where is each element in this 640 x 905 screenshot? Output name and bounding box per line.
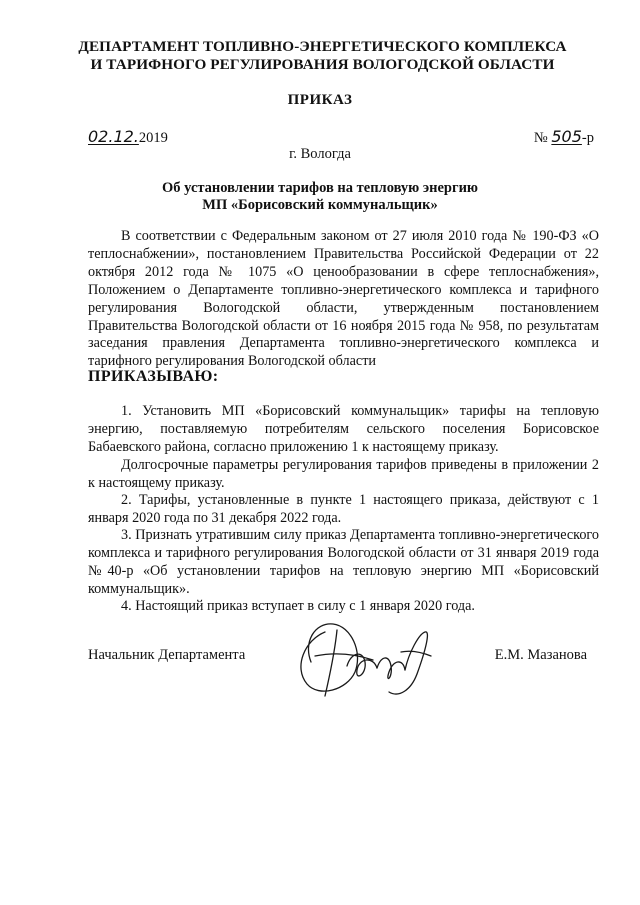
item-2: 2. Тарифы, установленные в пункте 1 настоящего приказа, действуют с 1 января 2020 года по 31 декабря 2022 года. — [88, 492, 599, 526]
title-line-1: Об установлении тарифов на тепловую энергию — [161, 180, 479, 196]
item-3: 3. Признать утратившим силу приказ Департамента топливно-энергетического комплекса и тарифного регулирования Вологодской области от 31 января 2019 года №40-р «Об установлении тарифов на тепловую энергию МП «Борисовский коммунальщик». — [88, 527, 599, 597]
preamble-paragraph: В соответствии с Федеральным законом от 27 июля 2010 года № 190-ФЗ «О теплоснабжении», постановлением Правительства Российской Федерации от 22 октября 2012 года № 1075 «О ценообразовании в сфере теплоснабжения», Положением о Департаменте топливно-энергетического комплекса и тарифного регулирования Вологодской области, утвержденным постановлением Правительства Вологодской области от 16 ноября 2015 года № 958, по результатам заседания правления Департамента топливно-энергетического комплекса и тарифного регулирования Вологодской области — [88, 228, 599, 370]
order-number — [534, 127, 594, 147]
handwritten-date: 02.12. — [88, 127, 139, 146]
header-line-2: И ТАРИФНОГО РЕГУЛИРОВАНИЯ ВОЛОГОДСКОЙ ОБЛАСТИ — [90, 56, 555, 73]
handwritten-signature — [285, 612, 445, 707]
handwritten-number: 505 — [551, 127, 582, 146]
department-header — [60, 38, 585, 74]
title-line-2: МП «Борисовский коммунальщик» — [202, 197, 438, 213]
order-date — [88, 127, 168, 147]
order-title — [120, 180, 520, 214]
header-line-1: ДЕПАРТАМЕНТ ТОПЛИВНО-ЭНЕРГЕТИЧЕСКОГО КОМПЛЕКСА — [78, 38, 567, 55]
date-year: 2019 — [138, 130, 168, 146]
item-1: 1. Установить МП «Борисовский коммунальщик» тарифы на тепловую энергию, поставляемую потребителям сельского поселения Борисовское Бабаевского района, согласно приложению 1 к настоящему приказу. — [88, 403, 599, 455]
document-type: ПРИКАЗ — [287, 92, 353, 108]
signer-position: Начальник Департамента — [88, 647, 246, 663]
order-word: ПРИКАЗЫВАЮ: — [88, 368, 219, 385]
number-suffix: -р — [581, 130, 594, 146]
city: г. Вологда — [289, 146, 351, 162]
item-4: 4. Настоящий приказ вступает в силу с 1 января 2020 года. — [121, 598, 475, 614]
item-1-note: Долгосрочные параметры регулирования тарифов приведены в приложении 2 к настоящему приказу. — [88, 457, 599, 491]
signer-name: Е.М. Мазанова — [494, 647, 587, 663]
number-prefix: № — [533, 130, 548, 146]
